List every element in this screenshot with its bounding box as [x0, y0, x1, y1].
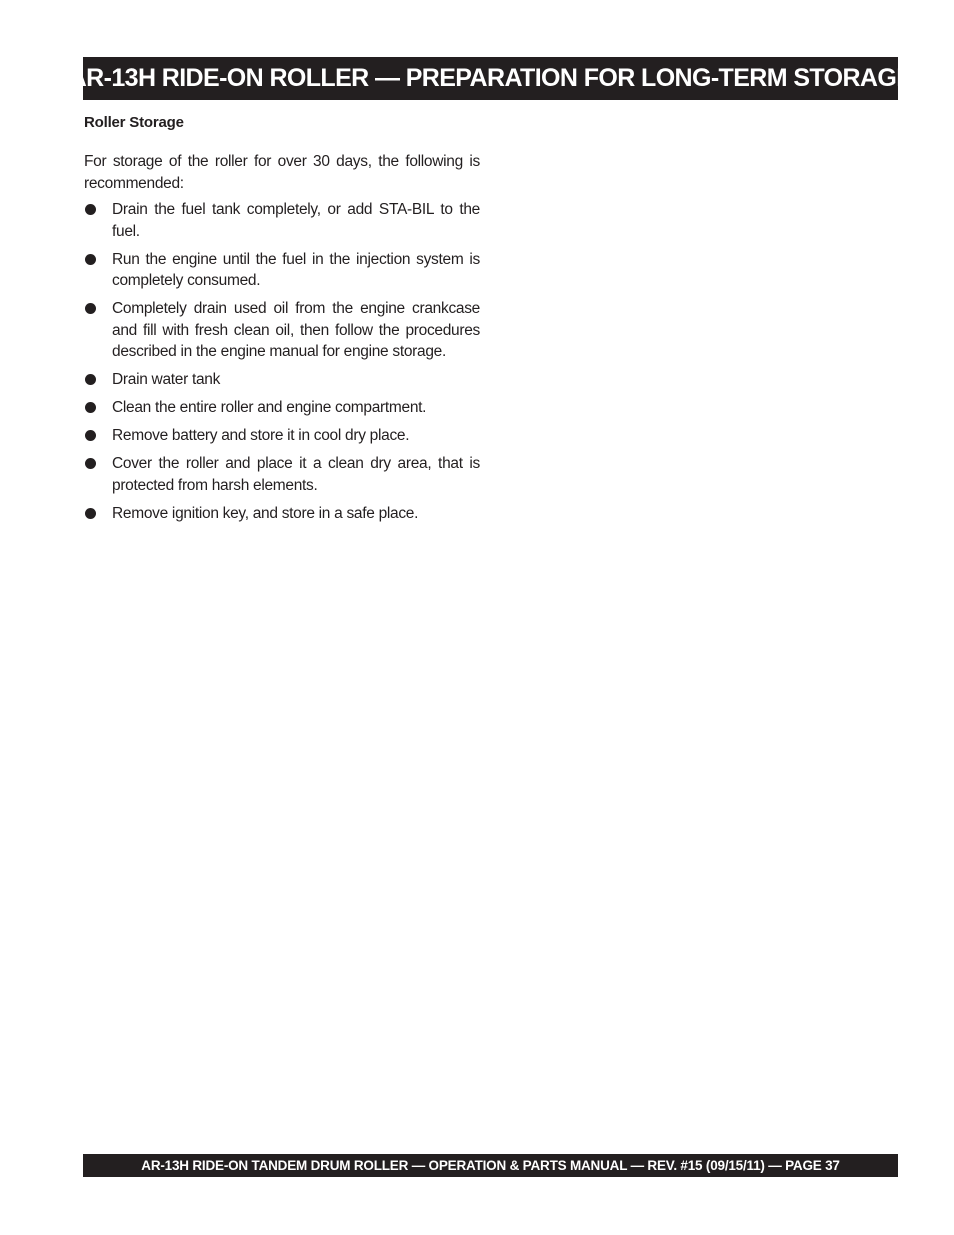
list-item-text: Remove battery and store it in cool dry place.	[112, 427, 410, 444]
bullet-dot-icon	[85, 458, 96, 469]
list-item-text: Drain water tank	[112, 371, 221, 388]
list-item	[84, 369, 480, 391]
bullet-dot-icon	[85, 430, 96, 441]
bullet-dot-icon	[85, 204, 96, 215]
list-item-text: Drain the fuel tank completely, or add STA-BIL to the fuel.	[112, 201, 480, 240]
intro-paragraph: For storage of the roller for over 30 days, the following is recommended:	[84, 153, 480, 192]
list-item-text: Cover the roller and place it a clean dry area, that is protected from harsh elements.	[112, 455, 480, 494]
list-item	[84, 397, 480, 419]
list-item	[84, 425, 480, 447]
list-item	[84, 503, 480, 525]
page-title-bar	[68, 57, 913, 100]
list-item-text: Remove ignition key, and store in a safe place.	[112, 504, 419, 522]
list-item	[84, 199, 480, 242]
list-item-text: Clean the entire roller and engine compartment.	[112, 399, 427, 416]
bullet-dot-icon	[85, 374, 96, 385]
bullet-dot-icon	[85, 254, 96, 265]
page-footer	[83, 1154, 898, 1177]
bullet-dot-icon	[85, 402, 96, 413]
section-heading: Roller Storage	[84, 114, 184, 131]
list-item-text: Completely drain used oil from the engine crankcase and fill with fresh clean oil, then follow the procedures described in the engine manual for engine storage.	[112, 300, 480, 360]
footer-text: AR-13H RIDE-ON TANDEM DRUM ROLLER — OPERATION & PARTS MANUAL — REV. #15 (09/15/11) — PAGE 37	[141, 1158, 840, 1173]
storage-content	[84, 151, 480, 531]
bullet-dot-icon	[85, 303, 96, 314]
bullet-dot-icon	[85, 508, 96, 519]
storage-steps-list	[84, 199, 480, 524]
list-item	[84, 249, 480, 292]
page-title: AR-13H RIDE-ON ROLLER — PREPARATION FOR LONG-TERM STORAGE	[68, 64, 913, 92]
list-item	[84, 453, 480, 496]
list-item	[84, 298, 480, 363]
list-item-text: Run the engine until the fuel in the injection system is completely consumed.	[112, 250, 480, 289]
